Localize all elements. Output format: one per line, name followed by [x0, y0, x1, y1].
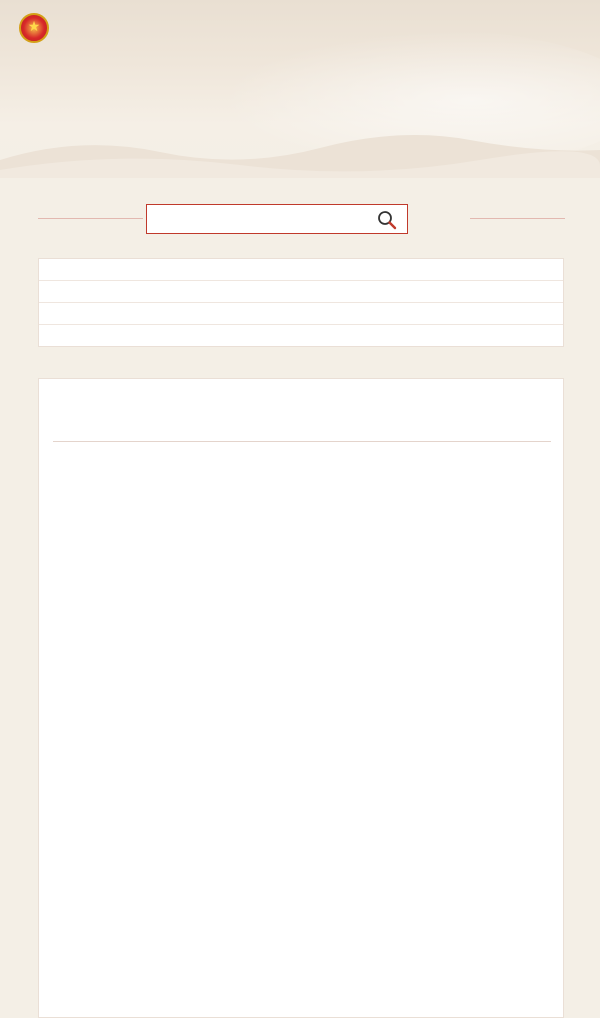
search-bar — [0, 190, 600, 250]
national-emblem-icon: ★ — [19, 13, 49, 43]
summary-label — [39, 332, 94, 340]
banner-landscape — [0, 110, 600, 178]
meta-row-doc — [39, 303, 563, 325]
index-label — [39, 266, 94, 274]
publish-date-label — [393, 310, 448, 318]
metadata-table — [38, 258, 564, 347]
name-label — [39, 288, 94, 296]
name-value — [94, 288, 563, 296]
doc-number-value — [94, 310, 226, 318]
meta-row-summary — [39, 325, 563, 346]
search-input[interactable] — [151, 209, 365, 231]
doc-number-label — [39, 310, 94, 318]
category-label — [246, 266, 316, 274]
header-banner — [0, 0, 600, 178]
publish-date-value — [448, 310, 460, 318]
divider-right — [470, 218, 565, 219]
effective-date-value — [281, 310, 393, 318]
meta-row-name — [39, 281, 563, 303]
title-divider — [53, 441, 551, 442]
search-icon[interactable] — [377, 210, 397, 230]
meta-row-index — [39, 259, 563, 281]
search-box — [146, 204, 408, 234]
divider-left — [38, 218, 143, 219]
effective-date-label — [226, 310, 281, 318]
summary-value — [94, 332, 563, 340]
article-panel — [38, 378, 564, 1018]
index-value — [94, 266, 246, 274]
category-value — [316, 266, 328, 274]
